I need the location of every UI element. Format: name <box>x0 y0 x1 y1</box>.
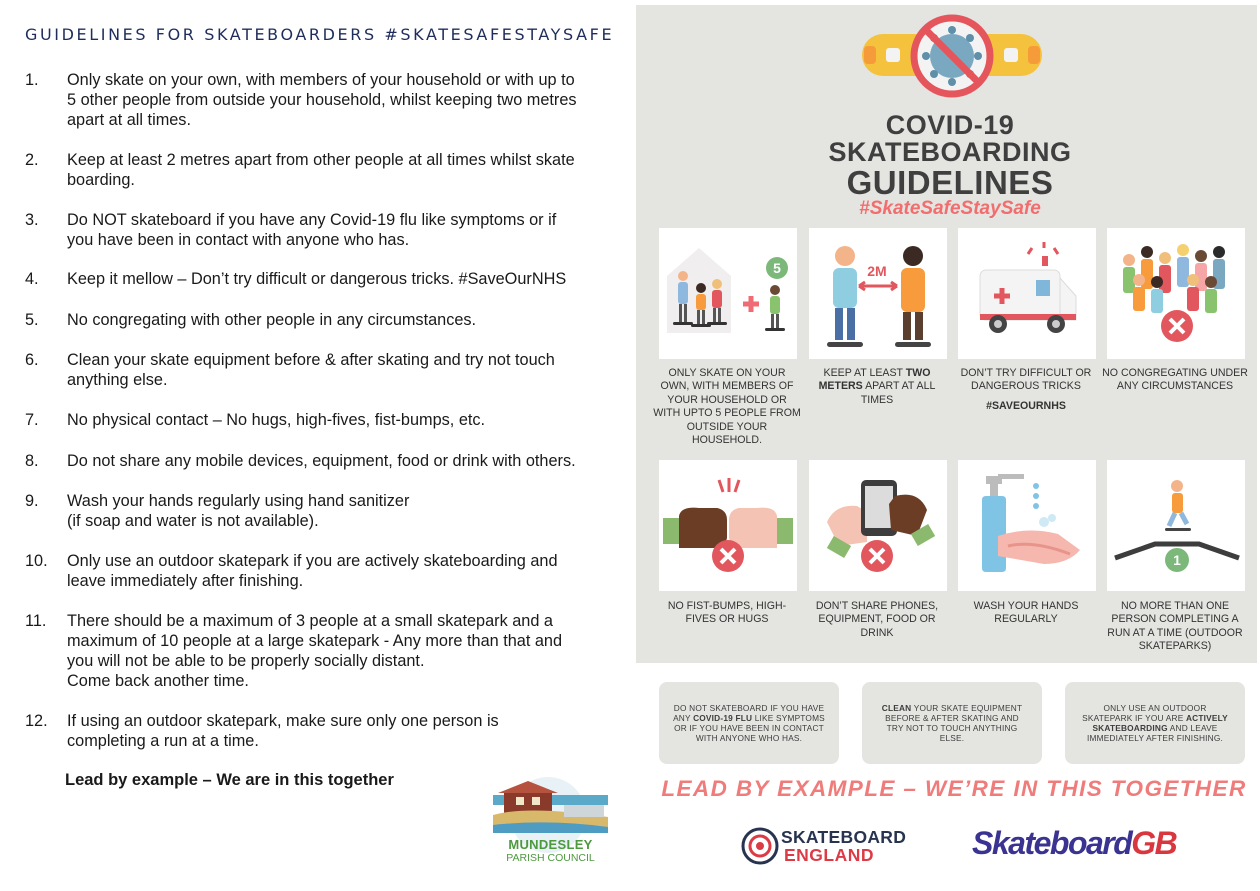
guideline-text: No congregating with other people in any circumstances. <box>67 311 477 329</box>
poster-title-line3: GUIDELINES <box>846 164 1054 201</box>
guideline-text: Keep at least 2 metres apart from other people at all times whilst skate boarding. <box>67 151 575 189</box>
mundesley-name: MUNDESLEY <box>508 837 593 852</box>
pill-covid-bold: COVID-19 FLU <box>693 713 753 723</box>
svg-text:5: 5 <box>773 260 781 276</box>
guideline-number: 3. <box>25 211 39 229</box>
guideline-text: Only skate on your own, with members of your household or with up to 5 other people from outside your household, whilst keeping two metres apart at all times. <box>67 71 577 129</box>
caption-two-meters <box>803 367 951 407</box>
caption-save-our-nhs: #SAVEOURNHS <box>986 399 1066 412</box>
caption-fist-bump-text: NO FIST-BUMPS, HIGH-FIVES OR HUGS <box>667 600 787 626</box>
guideline-number: 8. <box>25 452 39 470</box>
guideline-number: 5. <box>25 311 39 329</box>
pill-outdoor-post: AND LEAVE IMMEDIATELY AFTER FINISHING. <box>1086 723 1224 743</box>
caption-one-person <box>1101 600 1249 654</box>
card-household <box>659 228 797 359</box>
guideline-text: If using an outdoor skatepark, make sure only one person is completing a run at a time. <box>67 712 499 750</box>
card-phone <box>809 460 947 591</box>
card-ambulance <box>958 228 1096 359</box>
fist-bump-icon <box>659 460 797 591</box>
caption-hand-wash-text: WASH YOUR HANDS REGULARLY <box>973 600 1079 626</box>
guideline-text: Keep it mellow – Don’t try difficult or dangerous tricks. #SaveOurNHS <box>67 270 567 288</box>
guideline-number: 4. <box>25 270 39 288</box>
caption-fist-bump <box>653 600 801 627</box>
skateboard-gb-logo <box>972 825 1176 862</box>
caption-two-meters-pre: KEEP AT LEAST <box>823 367 906 379</box>
poster-title-line1: COVID-19 <box>885 110 1015 140</box>
card-hand-wash <box>958 460 1096 591</box>
caption-ambulance <box>952 367 1100 413</box>
pill-covid-post: LIKE SYMPTOMS OR IF YOU HAVE BEEN IN CONTACT WITH ANYONE WHO HAS. <box>674 713 825 743</box>
poster-title <box>780 112 1120 200</box>
guideline-number: 10. <box>25 552 48 570</box>
caption-hand-wash <box>952 600 1100 627</box>
card-one-person <box>1107 460 1245 591</box>
poster-title-line2: SKATEBOARDING <box>828 137 1072 167</box>
guideline-number: 2. <box>25 151 39 169</box>
pill-outdoor-bold: ACTIVELY SKATEBOARDING <box>1092 713 1228 733</box>
guideline-text: Clean your skate equipment before & after skating and try not touch anything else. <box>67 351 555 389</box>
household-skaters-icon <box>659 228 797 359</box>
pill-outdoor-pre: ONLY USE AN OUTDOOR SKATEPARK IF YOU ARE <box>1082 703 1207 723</box>
skateboard-england-line1: SKATEBOARD <box>781 827 907 847</box>
caption-one-person-text: NO MORE THAN ONE PERSON COMPLETING A RUN AT A TIME (OUTDOOR SKATEPARKS) <box>1107 600 1243 653</box>
guideline-number: 11. <box>25 612 47 630</box>
two-meters-distance-icon <box>809 228 947 359</box>
skateboard-gb-part2: GB <box>1131 825 1177 861</box>
no-virus-skateboard-icon <box>856 10 1048 105</box>
poster-hashtag: #SkateSafeStaySafe <box>859 198 1041 219</box>
ambulance-icon <box>958 228 1096 359</box>
caption-two-meters-post: APART AT ALL TIMES <box>860 380 936 406</box>
guideline-text: There should be a maximum of 3 people at a small skatepark and a maximum of 10 people at a large skatepark - Any more than that and you will not be able to be properly socially distant. Come back another time. <box>67 612 563 690</box>
guideline-text: Do not share any mobile devices, equipment, food or drink with others. <box>67 452 576 470</box>
guideline-number: 7. <box>25 411 39 429</box>
mundesley-subtitle: PARISH COUNCIL <box>506 852 595 864</box>
hand-wash-icon <box>958 460 1096 591</box>
crowd-icon <box>1107 228 1245 359</box>
caption-crowd <box>1101 367 1249 394</box>
pill-clean-post: YOUR SKATE EQUIPMENT BEFORE & AFTER SKATING AND TRY NOT TO TOUCH ANYTHING ELSE. <box>885 703 1023 743</box>
guideline-text: Do NOT skateboard if you have any Covid-19 flu like symptoms or if you have been in contact with anyone who has. <box>67 211 557 249</box>
guideline-number: 9. <box>25 492 39 510</box>
guideline-text: Wash your hands regularly using hand sanitizer (if soap and water is not available). <box>67 492 410 530</box>
info-pill-clean <box>862 682 1042 764</box>
card-two-meters <box>809 228 947 359</box>
one-person-run-icon <box>1107 460 1245 591</box>
caption-two-meters-bold: TWO METERS <box>818 367 931 393</box>
skateboard-gb-part1: Skateboard <box>972 825 1132 861</box>
page-title: GUIDELINES FOR SKATEBOARDERS #SKATESAFESTAYSAFE <box>25 25 615 44</box>
caption-phone <box>803 600 951 640</box>
guideline-number: 1. <box>25 71 39 89</box>
guideline-number: 6. <box>25 351 39 369</box>
caption-ambulance-text: DON’T TRY DIFFICULT OR DANGEROUS TRICKS <box>960 367 1092 393</box>
svg-text:1: 1 <box>1173 552 1181 568</box>
skateboard-england-line2: ENGLAND <box>784 845 875 865</box>
guideline-number: 12. <box>25 712 48 730</box>
caption-crowd-text: NO CONGREGATING UNDER ANY CIRCUMSTANCES <box>1102 367 1248 393</box>
svg-text:2M: 2M <box>867 263 887 279</box>
pill-clean-bold: CLEAN <box>881 703 912 713</box>
info-pill-outdoor <box>1065 682 1245 764</box>
poster-lead-by-example: LEAD BY EXAMPLE – WE’RE IN THIS TOGETHER <box>661 776 1247 801</box>
lead-by-example-text: Lead by example – We are in this together <box>65 771 394 789</box>
caption-phone-text: DON’T SHARE PHONES, EQUIPMENT, FOOD OR DRINK <box>815 600 939 639</box>
guideline-text: Only use an outdoor skatepark if you are actively skateboarding and leave immediately after finishing. <box>67 552 558 590</box>
pill-covid-pre: DO NOT SKATEBOARD IF YOU HAVE ANY <box>673 703 825 723</box>
caption-household-text: ONLY SKATE ON YOUR OWN, WITH MEMBERS OF YOUR HOUSEHOLD OR WITH UPTO 5 PEOPLE FROM OUTSIDE YOUR HOUSEHOLD. <box>653 367 801 447</box>
info-pill-covid <box>659 682 839 764</box>
guideline-text: No physical contact – No hugs, high-fives, fist-bumps, etc. <box>67 411 486 429</box>
phone-sharing-icon <box>809 460 947 591</box>
card-fist-bump <box>659 460 797 591</box>
caption-household <box>653 367 801 447</box>
card-crowd <box>1107 228 1245 359</box>
